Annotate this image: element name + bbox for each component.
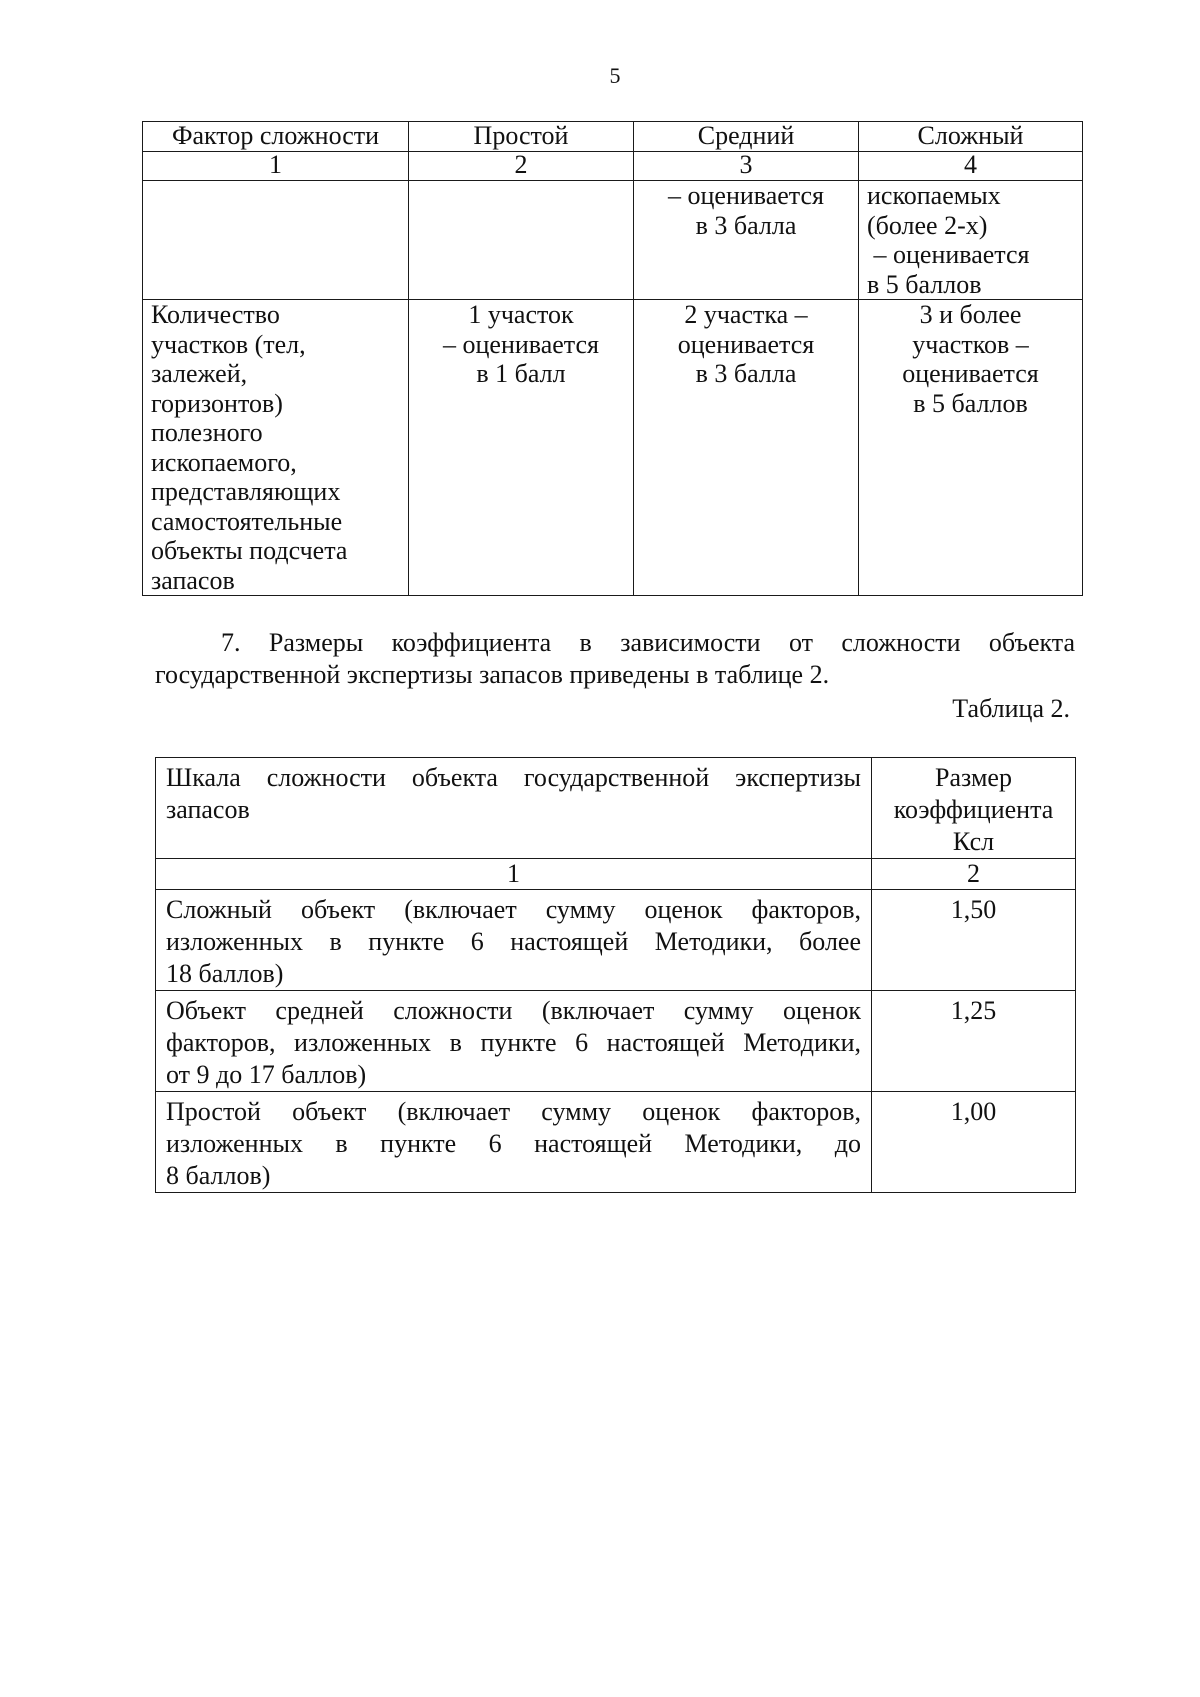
table-row [156, 991, 1076, 1092]
cell-line: Размер [935, 763, 1012, 792]
simple-cell-empty [409, 181, 634, 300]
header-simple: Простой [409, 122, 634, 152]
cell-line: запасов [151, 565, 235, 595]
factor-cell [143, 300, 409, 596]
cell-line: Шкала сложности объекта государственной экспертизы [166, 763, 861, 792]
table-row [143, 181, 1083, 300]
cell-line: Простой объект (включает сумму оценок факторов, [166, 1097, 861, 1126]
cell-line: в 3 балла [695, 359, 797, 388]
col-number: 2 [872, 859, 1076, 890]
cell-line: коэффициента [893, 795, 1054, 824]
paragraph-7 [155, 627, 1075, 691]
cell-line: Количество [151, 300, 280, 329]
col-number: 4 [859, 152, 1083, 181]
cell-line: в 3 балла [695, 210, 797, 240]
page-number: 5 [609, 63, 621, 88]
scale-description [156, 890, 872, 991]
header-medium: Средний [634, 122, 859, 152]
cell-line: запасов [166, 795, 250, 824]
table-caption: Таблица 2. [952, 694, 1070, 723]
coefficient-value: 1,25 [872, 991, 1076, 1092]
table-row [156, 890, 1076, 991]
cell-line: ископаемого, [151, 447, 297, 477]
header-factor: Фактор сложности [143, 122, 409, 152]
cell-line: от 9 до 17 баллов) [166, 1060, 367, 1089]
table-header-row [143, 122, 1083, 152]
cell-line: 2 участка – [684, 300, 808, 329]
col-number: 3 [634, 152, 859, 181]
scale-description [156, 991, 872, 1092]
cell-line: (более 2-х) [867, 210, 988, 240]
cell-line: представляющих [151, 477, 341, 506]
cell-line: изложенных в пункте 6 настоящей Методики, до [166, 1129, 861, 1158]
col-number: 1 [143, 152, 409, 181]
cell-line: объекты подсчета [151, 536, 348, 565]
header-coefficient [872, 758, 1076, 859]
cell-line: 18 баллов) [166, 959, 284, 988]
medium-cell [634, 181, 859, 300]
cell-line: самостоятельные [151, 506, 343, 536]
column-number-row [156, 859, 1076, 890]
header-scale [156, 758, 872, 859]
cell-line: факторов, изложенных в пункте 6 настоящей Методики, [166, 1028, 861, 1057]
simple-cell [409, 300, 634, 596]
medium-cell [634, 300, 859, 596]
scale-description [156, 1092, 872, 1193]
cell-line: Сложный объект (включает сумму оценок факторов, [166, 895, 861, 924]
cell-line: изложенных в пункте 6 настоящей Методики, более [166, 927, 861, 956]
cell-line: 3 и более [919, 300, 1022, 329]
cell-line: – оценивается [668, 181, 824, 210]
paragraph-line: 7. Размеры коэффициента в зависимости от сложности объекта [221, 628, 1075, 657]
complex-cell [859, 300, 1083, 596]
header-complex: Сложный [859, 122, 1083, 152]
col-number: 2 [409, 152, 634, 181]
cell-line: 8 баллов) [166, 1161, 271, 1190]
cell-line: – оценивается [443, 329, 599, 359]
cell-line: ископаемых [867, 181, 1001, 210]
cell-line: оценивается [677, 329, 815, 359]
cell-line: Ксл [952, 827, 995, 856]
coefficient-value: 1,00 [872, 1092, 1076, 1193]
table-row [156, 1092, 1076, 1193]
cell-line: полезного [151, 418, 263, 447]
cell-line: в 5 баллов [867, 269, 982, 299]
factor-cell-empty [143, 181, 409, 300]
table-row [143, 300, 1083, 596]
paragraph-line: государственной экспертизы запасов приведены в таблице 2. [155, 660, 830, 689]
cell-line: в 1 балл [476, 359, 566, 388]
cell-line: в 5 баллов [913, 388, 1028, 418]
cell-line: – оценивается [867, 240, 1030, 269]
complexity-factors-table [142, 121, 1083, 596]
complex-cell [859, 181, 1083, 300]
cell-line: залежей, [151, 359, 248, 388]
cell-line: участков – [912, 329, 1029, 359]
cell-line: участков (тел, [151, 329, 306, 359]
coefficient-table [155, 757, 1076, 1193]
column-number-row [143, 152, 1083, 181]
cell-line: горизонтов) [151, 388, 283, 418]
col-number: 1 [156, 859, 872, 890]
coefficient-value: 1,50 [872, 890, 1076, 991]
cell-line: оценивается [902, 359, 1039, 388]
table-header-row [156, 758, 1076, 859]
cell-line: 1 участок [468, 300, 574, 329]
cell-line: Объект средней сложности (включает сумму оценок [166, 996, 861, 1025]
